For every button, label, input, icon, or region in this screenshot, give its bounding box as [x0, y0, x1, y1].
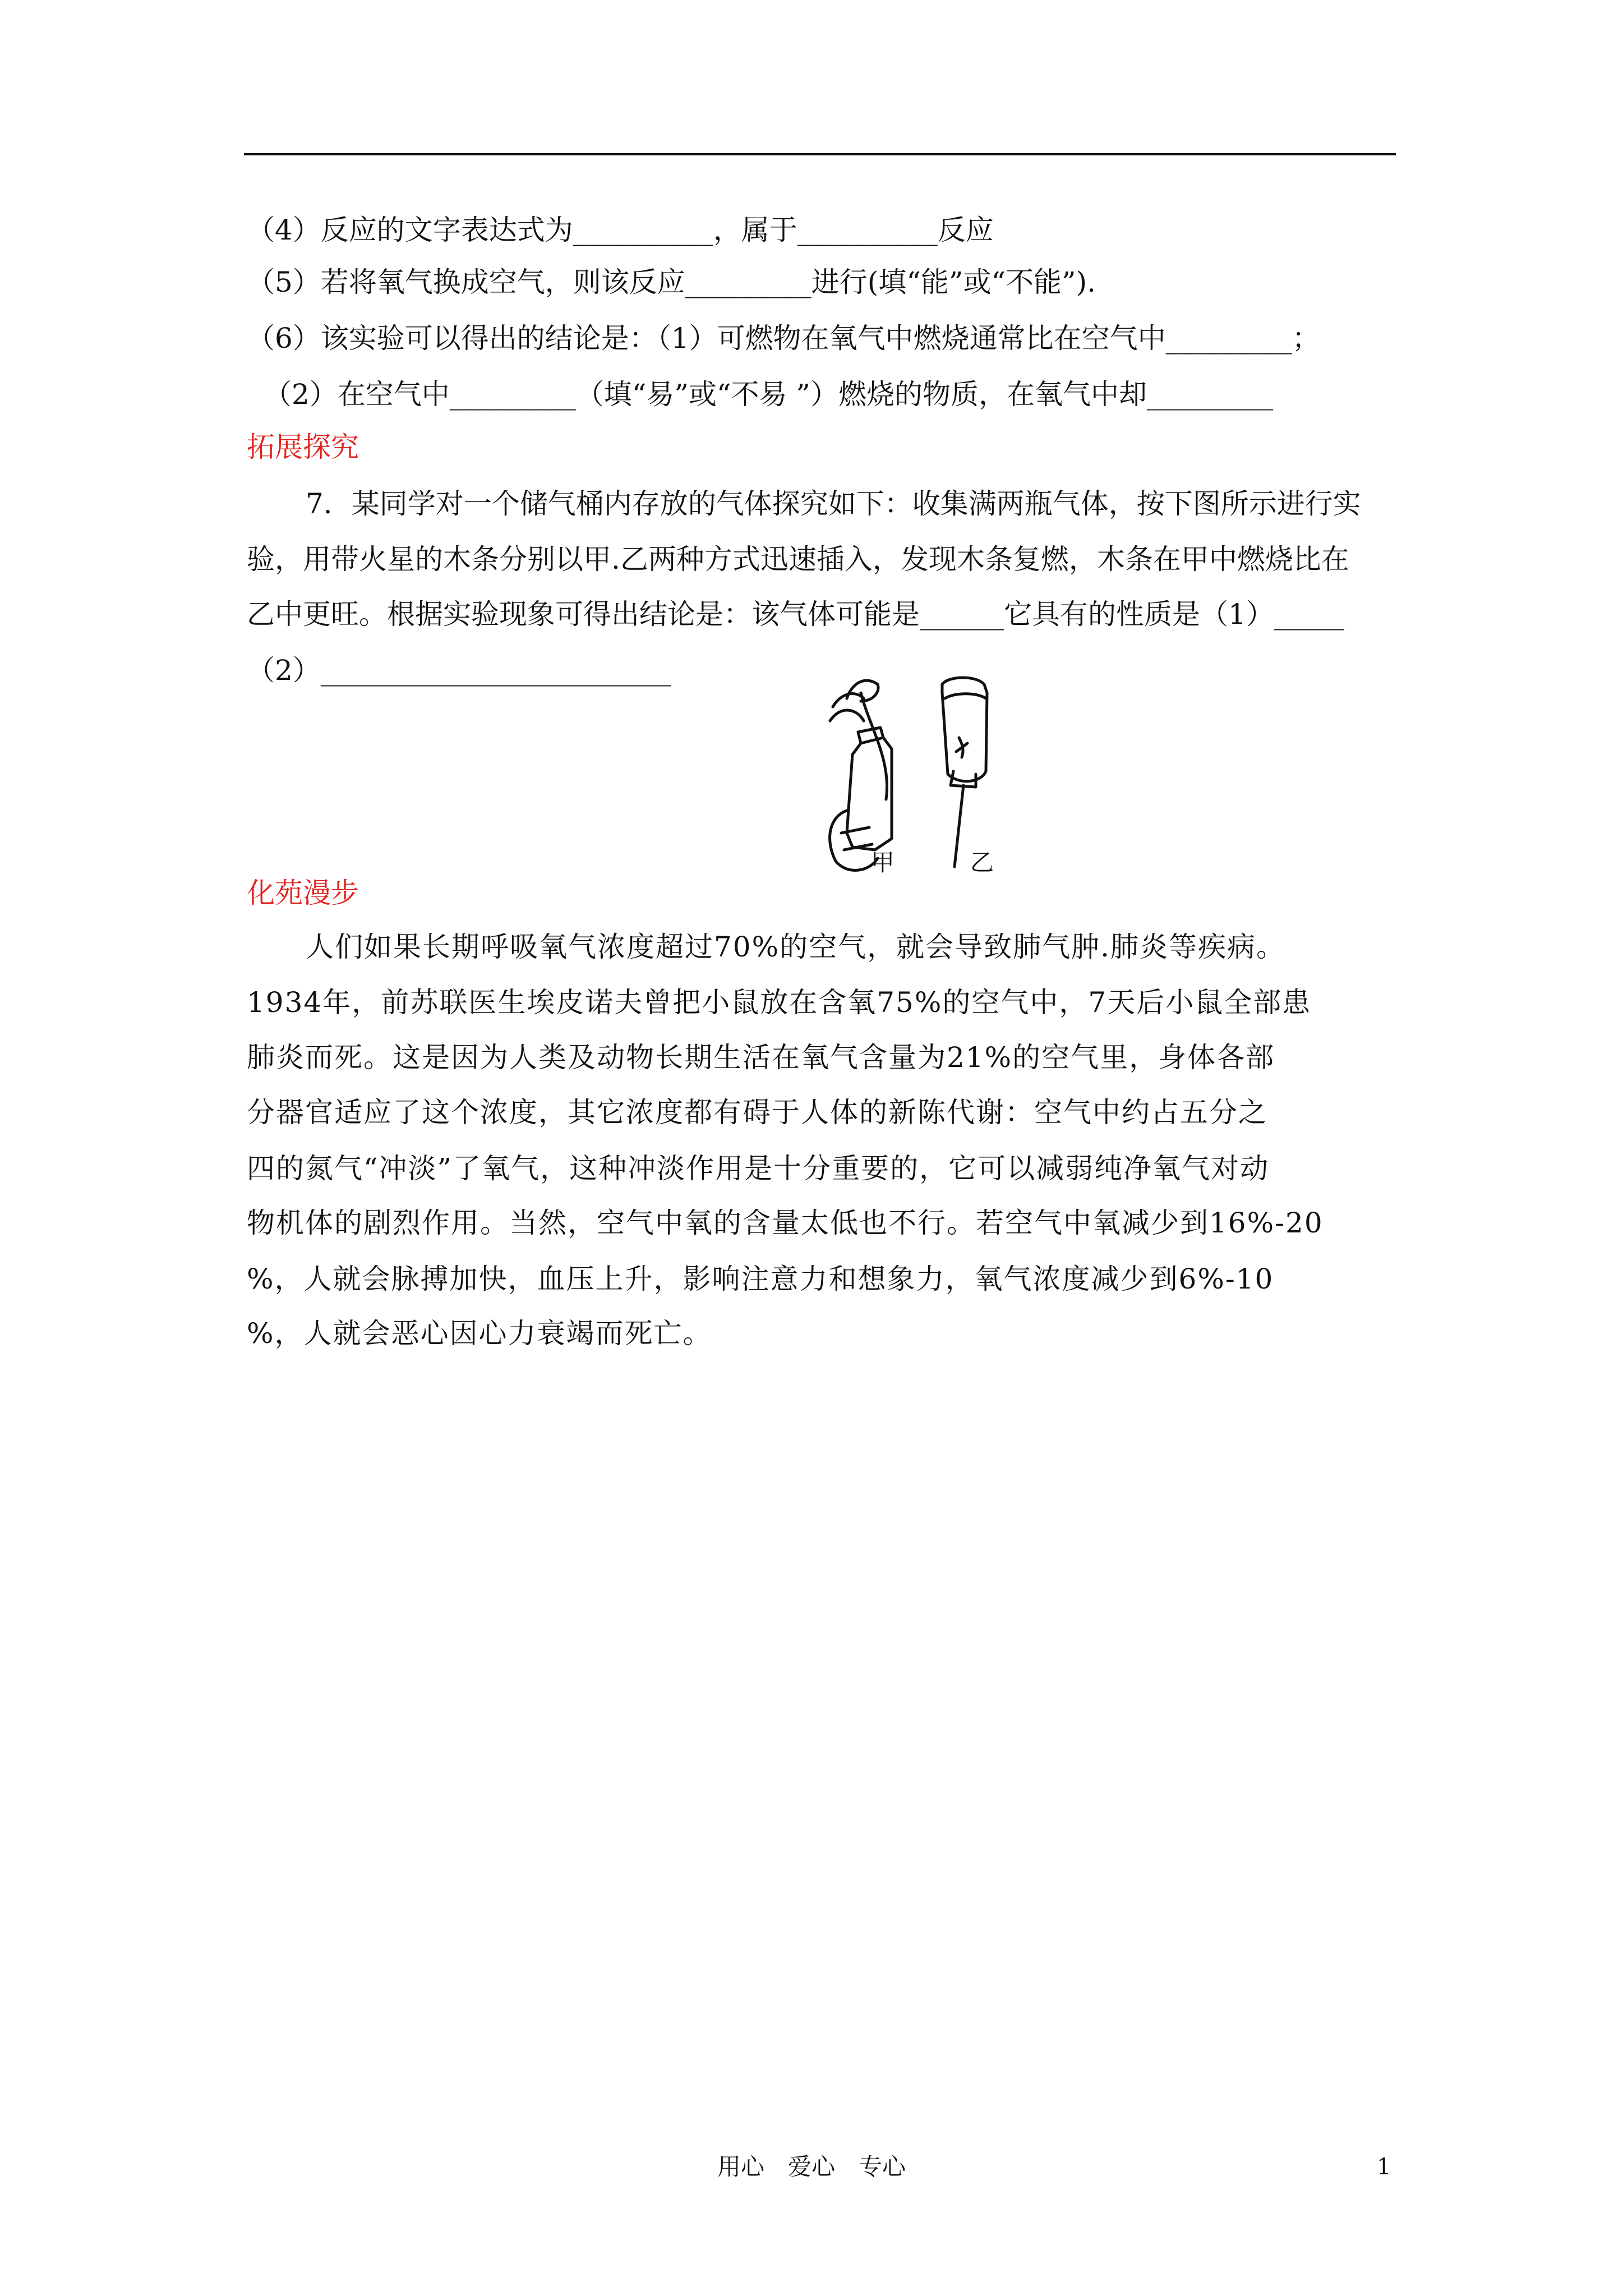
- section-heading-explore: 拓展探究: [247, 431, 359, 463]
- question-4: （4）反应的文字表达式为__________，属于__________反应: [247, 214, 994, 246]
- footer-motto: 用心 爱心 专心: [717, 2153, 906, 2180]
- header-rule: [244, 153, 1396, 155]
- question-5: （5）若将氧气换成空气，则该反应_________进行(填“能”或“不能”).: [247, 266, 1096, 298]
- question-7-line-2: 验，用带火星的木条分别以甲.乙两种方式迅速插入，发现木条复燃，木条在甲中燃烧比在: [247, 543, 1349, 576]
- splint-yi: [955, 785, 963, 867]
- figure-label-jia: 甲: [871, 849, 895, 876]
- reading-line-1: 人们如果长期呼吸氧气浓度超过70%的空气，就会导致肺气肿.肺炎等疾病。: [306, 931, 1286, 963]
- reading-line-5: 四的氮气“冲淡”了氧气，这种冲淡作用是十分重要的，它可以减弱纯净氧气对动: [247, 1152, 1270, 1185]
- reading-line-6: 物机体的剧烈作用。当然，空气中氧的含量太低也不行。若空气中氧减少到16%-20: [247, 1207, 1324, 1239]
- question-7-line-4: （2）_________________________: [247, 654, 671, 687]
- splint-jia: [861, 693, 887, 799]
- question-6: （6）该实验可以得出的结论是：（1）可燃物在氧气中燃烧通常比在空气中_________；: [247, 322, 1320, 355]
- reading-line-8: %，人就会恶心因心力衰竭而死亡。: [247, 1317, 712, 1350]
- reading-line-7: %，人就会脉搏加快，血压上升，影响注意力和想象力，氧气浓度减少到6%-10: [247, 1263, 1274, 1295]
- reading-line-4: 分器官适应了这个浓度，其它浓度都有碍于人体的新陈代谢：空气中约占五分之: [247, 1096, 1267, 1129]
- bottle-jia: [847, 738, 892, 850]
- question-7-line-1: 7．某同学对一个储气桶内存放的气体探究如下：收集满两瓶气体，按下图所示进行实: [306, 487, 1361, 520]
- reading-line-3: 肺炎而死。这是因为人类及动物长期生活在氧气含量为21%的空气里，身体各部: [247, 1041, 1275, 1074]
- question-6-part-2: （2）在空气中_________（填“易”或“不易 ”）燃烧的物质，在氧气中却_________: [264, 378, 1273, 411]
- question-7-line-3: 乙中更旺。根据实验现象可得出结论是：该气体可能是______它具有的性质是（1）_____: [247, 598, 1344, 631]
- page-number: 1: [1377, 2154, 1391, 2180]
- reading-line-2: 1934年，前苏联医生埃皮诺夫曾把小鼠放在含氧75%的空气中，7天后小鼠全部患: [247, 986, 1312, 1019]
- figure-label-yi: 乙: [970, 849, 994, 876]
- section-heading-garden: 化苑漫步: [247, 877, 359, 909]
- experiment-figure: [808, 659, 1009, 886]
